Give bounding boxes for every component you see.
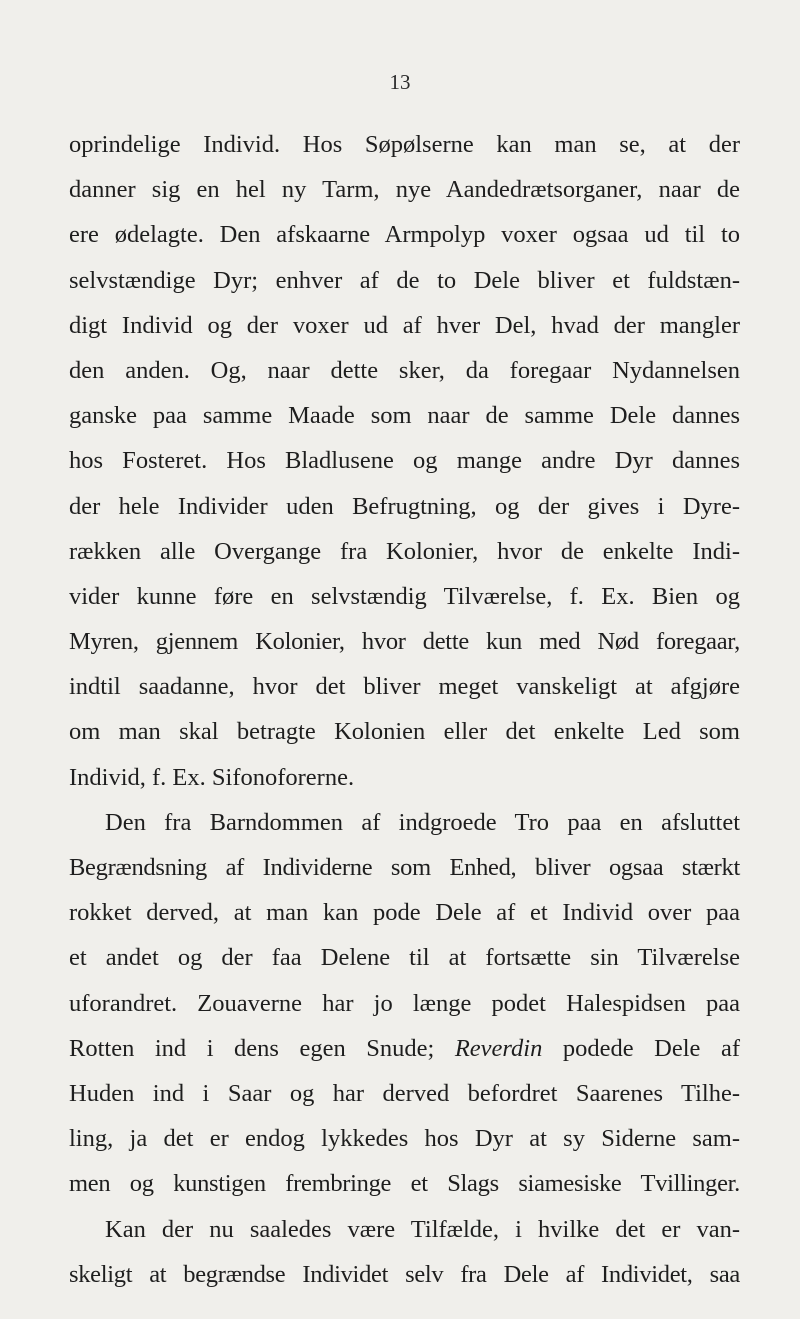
text-line-with-name [69,1026,740,1071]
text-line: Huden ind i Saar og har derved befordret Saarenes Tilhe- [69,1079,740,1107]
text-line: ere ødelagte. Den afskaarne Armpolyp voxer ogsaa ud til to [69,221,740,249]
text-segment: podede Dele af [562,1034,740,1062]
text-line: danner sig en hel ny Tarm, nye Aandedrætsorganer, naar de [69,176,740,204]
text-line: et andet og der faa Delene til at fortsætte sin Tilværelse [69,944,740,972]
text-line: den anden. Og, naar dette sker, da foregaar Nydannelsen [69,356,740,384]
text-line: rækken alle Overgange fra Kolonier, hvor de enkelte Indi- [69,537,740,565]
text-line: digt Individ og der voxer ud af hver Del, hvad der mangler [69,311,740,339]
body-text [69,122,740,1297]
text-line: Individ, f. Ex. Sifonoforerne. [69,763,355,791]
text-line: ganske paa samme Maade som naar de samme Dele dannes [69,402,740,430]
text-line: oprindelige Individ. Hos Søpølserne kan man se, at der [69,131,740,158]
text-line: Begrændsning af Individerne som Enhed, bliver ogsaa stærkt [69,854,740,881]
text-segment: Rotten ind i dens egen Snude; [69,1034,435,1062]
text-line: skeligt at begrændse Individet selv fra Dele af Individet, saa [69,1260,740,1288]
text-line: uforandret. Zouaverne har jo længe podet Halespidsen paa [69,989,740,1017]
text-line: indtil saadanne, hvor det bliver meget vanskeligt at afgjøre [69,673,740,701]
text-line: der hele Individer uden Befrugtning, og der gives i Dyre- [69,492,740,520]
text-line: men og kunstigen frembringe et Slags siamesiske Tvillinger. [69,1170,740,1198]
text-line: hos Fosteret. Hos Bladlusene og mange andre Dyr dannes [69,447,740,475]
text-line: rokket derved, at man kan pode Dele af et Individ over paa [69,899,740,927]
text-line: selvstændige Dyr; enhver af de to Dele bliver et fuldstæn- [69,266,740,294]
paragraph-start-line: Kan der nu saaledes være Tilfælde, i hvilke det er van- [105,1215,740,1243]
text-line: om man skal betragte Kolonien eller det enkelte Led som [69,718,740,746]
text-line: vider kunne føre en selvstændig Tilværelse, f. Ex. Bien og [69,582,740,610]
paragraph-start-line: Den fra Barndommen af indgroede Tro paa en afsluttet [105,808,740,836]
text-line: Myren, gjennem Kolonier, hvor dette kun med Nød foregaar, [69,628,740,656]
page-number: 13 [389,70,411,94]
italic-name: Reverdin [454,1034,543,1062]
text-line: ling, ja det er endog lykkedes hos Dyr at sy Siderne sam- [69,1125,740,1153]
